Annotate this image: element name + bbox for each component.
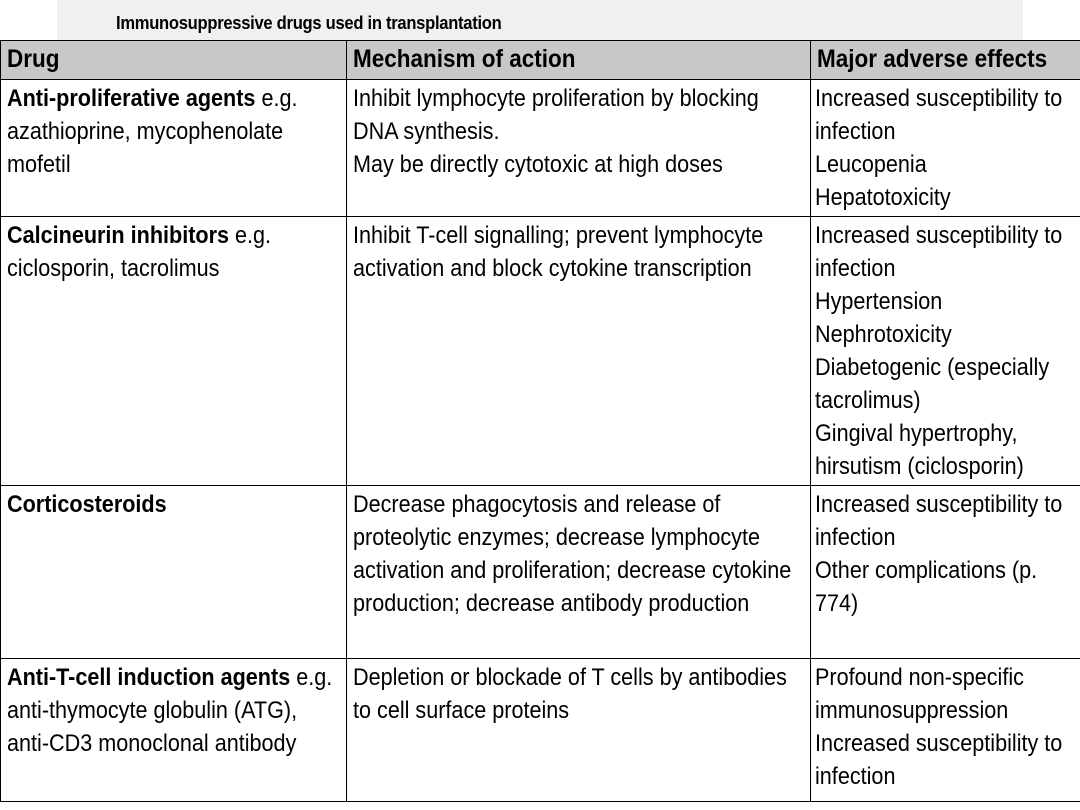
table-row	[1, 217, 1080, 486]
header-drug: Drug	[1, 41, 347, 80]
drug-examples: e.g. anti-thymocyte globulin (ATG), anti-CD3 monoclonal antibody	[7, 664, 333, 757]
drug-cell	[1, 486, 347, 659]
drug-name: Calcineurin inhibitors	[7, 222, 230, 249]
drug-name: Anti-proliferative agents	[7, 85, 256, 112]
drug-examples: e.g. ciclosporin, tacrolimus	[7, 222, 272, 282]
table-caption: Immunosuppressive drugs used in transplantation	[116, 13, 502, 33]
mechanism-cell: Inhibit lymphocyte proliferation by blocking DNA synthesis. May be directly cytotoxic at high doses	[347, 80, 811, 217]
drug-cell	[1, 80, 347, 217]
drug-cell	[1, 659, 347, 802]
drug-name: Anti-T-cell induction agents	[7, 664, 291, 691]
table-header-row	[1, 41, 1080, 80]
table-row	[1, 486, 1080, 659]
adverse-effects-cell: Profound non-specific immunosuppression Increased susceptibility to infection	[811, 659, 1080, 802]
table-row	[1, 659, 1080, 802]
drug-examples: e.g. azathioprine, mycophenolate mofetil	[7, 85, 298, 178]
table-row	[1, 80, 1080, 217]
mechanism-cell: Depletion or blockade of T cells by antibodies to cell surface proteins	[347, 659, 811, 802]
header-mechanism: Mechanism of action	[347, 41, 811, 80]
header-adverse-effects: Major adverse effects	[811, 41, 1080, 80]
mechanism-cell: Inhibit T-cell signalling; prevent lymphocyte activation and block cytokine transcription	[347, 217, 811, 486]
drug-cell	[1, 217, 347, 486]
mechanism-cell: Decrease phagocytosis and release of proteolytic enzymes; decrease lymphocyte activation and proliferation; decrease cytokine production; decrease antibody production	[347, 486, 811, 659]
drug-name: Corticosteroids	[7, 491, 167, 518]
adverse-effects-cell: Increased susceptibility to infection Hypertension Nephrotoxicity Diabetogenic (especially tacrolimus) Gingival hypertrophy, hirsutism (ciclosporin)	[811, 217, 1080, 486]
adverse-effects-cell: Increased susceptibility to infection Leucopenia Hepatotoxicity	[811, 80, 1080, 217]
drug-table	[0, 40, 1080, 802]
adverse-effects-cell: Increased susceptibility to infection Other complications (p. 774)	[811, 486, 1080, 659]
